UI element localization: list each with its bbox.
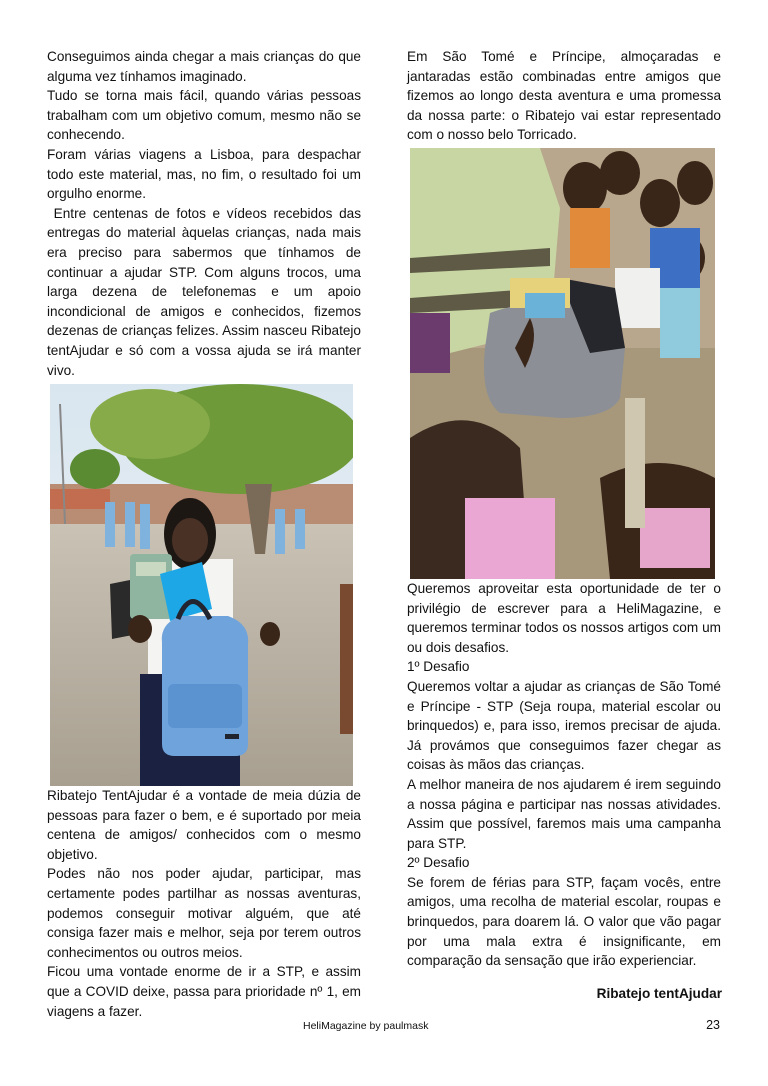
paragraph: A melhor maneira de nos ajudarem é irem seguindo a nossa página e participar nas nossas atividades. Assim que possível, faremos mais uma campanha para STP.	[407, 776, 721, 851]
paragraph: Se forem de férias para STP, façam vocês, entre amigos, uma recolha de material escolar, roupas e brinquedos, para doarem lá. O valor que vão pagar por uma mala extra é insignificante, em comparação da sensação que irão experienciar.	[407, 874, 721, 969]
paragraph: Em São Tomé e Príncipe, almoçaradas e jantaradas estão combinadas entre amigos que fizemos ao longo desta aventura e uma promessa da nossa parte: o Ribatejo vai estar representado com o nosso belo Torricado.	[407, 49, 721, 143]
article-signature: Ribatejo tentAjudar	[596, 986, 722, 1001]
paragraph: Conseguimos ainda chegar a mais crianças do que alguma vez tínhamos imaginado.	[47, 49, 361, 84]
paragraph: Queremos aproveitar esta oportunidade de ter o privilégio de escrever para a HeliMagazine, e queremos terminar todos os nossos artigos com um ou dois desafios.	[407, 580, 721, 655]
paragraph: Queremos voltar a ajudar as crianças de São Tomé e Príncipe - STP (Seja roupa, material escolar ou brinquedos) e, para isso, iremos precisar de ajuda. Já provámos que conseguimos fazer chegar as coisas às mãos das crianças.	[407, 678, 721, 773]
footer-publication: HeliMagazine by paulmask	[303, 1020, 429, 1032]
left-column	[47, 47, 365, 1021]
challenge-heading: 2º Desafio	[407, 855, 470, 871]
paragraph: Foram várias viagens a Lisboa, para despachar todo este material, mas, no fim, o resultado foi um orgulho enorme.	[47, 146, 361, 202]
paragraph: Podes não nos poder ajudar, participar, mas certamente podes partilhar as nossas aventuras, podemos conseguir motivar alguém, que até consiga fazer mais e melhor, seja por terem outros conhecimentos ou outros meios.	[47, 866, 361, 960]
paragraph: Ficou uma vontade enorme de ir a STP, e assim que a COVID deixe, passa para prioridade nº 1, em viagens a fazer.	[47, 964, 361, 1019]
right-column	[407, 47, 721, 971]
photo-children-receiving-materials	[410, 148, 715, 579]
paragraph: Ribatejo TentAjudar é a vontade de meia dúzia de pessoas para fazer o bem, e é suportado por meia centena de amigos/ conhecidos com o mesmo objetivo.	[47, 788, 361, 862]
challenge-heading: 1º Desafio	[407, 659, 470, 675]
paragraph: Entre centenas de fotos e vídeos recebidos das entregas do material àquelas crianças, nada mais era preciso para sabermos que tínhamos de continuar a ajudar STP. Com alguns trocos, uma larga dezena de telefonemas e um apoio incondicional de amigos e conhecidos, fizemos dezenas de crianças felizes. Assim nasceu Ribatejo tentAjudar e só com a vossa ajuda se irá manter vivo.	[47, 205, 365, 378]
paragraph: Tudo se torna mais fácil, quando várias pessoas trabalham com um objetivo comum, mesmo não se conhecendo.	[47, 88, 361, 143]
photo-girl-with-backpack	[50, 384, 353, 786]
page-number: 23	[706, 1018, 720, 1032]
